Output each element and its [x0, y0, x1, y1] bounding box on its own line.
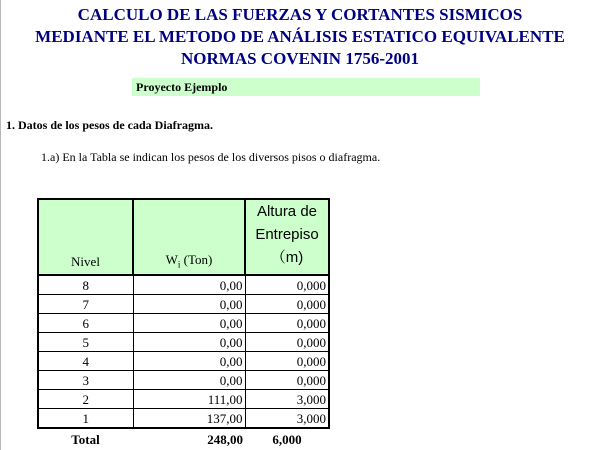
- cell-altura[interactable]: 0,000: [245, 352, 329, 371]
- document-title-line2: MEDIANTE EL METODO DE ANÁLISIS ESTATICO EQUIVALENTE: [35, 27, 565, 46]
- header-peso-main: W: [165, 252, 178, 268]
- cell-altura[interactable]: 3,000: [245, 409, 329, 429]
- cell-altura[interactable]: 3,000: [245, 390, 329, 409]
- cell-nivel[interactable]: 6: [38, 314, 133, 333]
- total-peso[interactable]: 248,00: [207, 431, 243, 447]
- cell-peso[interactable]: 111,00: [133, 390, 245, 409]
- table-row: [38, 352, 329, 371]
- document-title-line3: NORMAS COVENIN 1756-2001: [181, 49, 419, 68]
- cell-altura[interactable]: 0,000: [245, 295, 329, 314]
- table-row: [38, 409, 329, 429]
- header-nivel: Nivel: [38, 199, 133, 275]
- table-row: [38, 390, 329, 409]
- total-label: Total: [71, 431, 100, 447]
- cell-nivel[interactable]: 1: [38, 409, 133, 429]
- header-altura: [245, 199, 329, 275]
- cell-altura[interactable]: 0,000: [245, 371, 329, 390]
- cell-nivel[interactable]: 7: [38, 295, 133, 314]
- cell-nivel[interactable]: 3: [38, 371, 133, 390]
- table-row: [38, 333, 329, 352]
- table-total-row: [38, 428, 329, 449]
- cell-peso[interactable]: 137,00: [133, 409, 245, 429]
- header-altura-line3: （m): [270, 249, 304, 266]
- cell-peso[interactable]: 0,00: [133, 314, 245, 333]
- section-heading: 1. Datos de los pesos de cada Diafragma.: [6, 118, 213, 132]
- section-subheading: 1.a) En la Tabla se indican los pesos de los diversos pisos o diafragma.: [41, 150, 381, 164]
- table-header-row: [38, 199, 329, 275]
- cell-peso[interactable]: 0,00: [133, 352, 245, 371]
- cell-nivel[interactable]: 8: [38, 275, 133, 295]
- header-peso-unit: (Ton): [180, 252, 213, 268]
- cell-altura[interactable]: 0,000: [245, 275, 329, 295]
- weights-table: [37, 198, 330, 449]
- cell-altura[interactable]: 0,000: [245, 314, 329, 333]
- header-altura-line2: Entrepiso: [255, 226, 319, 243]
- document-title-line1: CALCULO DE LAS FUERZAS Y CORTANTES SISMICOS: [77, 5, 523, 24]
- total-altura[interactable]: 6,000: [272, 431, 302, 447]
- header-peso: [133, 199, 245, 275]
- cell-altura[interactable]: 0,000: [245, 333, 329, 352]
- cell-nivel[interactable]: 4: [38, 352, 133, 371]
- cell-nivel[interactable]: 5: [38, 333, 133, 352]
- header-altura-line1: Altura de: [256, 203, 318, 220]
- cell-peso[interactable]: 0,00: [133, 371, 245, 390]
- table-row: [38, 314, 329, 333]
- cell-peso[interactable]: 0,00: [133, 333, 245, 352]
- table-row: [38, 275, 329, 295]
- cell-peso[interactable]: 0,00: [133, 295, 245, 314]
- cell-nivel[interactable]: 2: [38, 390, 133, 409]
- cell-peso[interactable]: 0,00: [133, 275, 245, 295]
- table-row: [38, 371, 329, 390]
- table-row: [38, 295, 329, 314]
- header-peso-subscript: i: [177, 260, 181, 270]
- project-name-cell[interactable]: Proyecto Ejemplo: [132, 78, 480, 96]
